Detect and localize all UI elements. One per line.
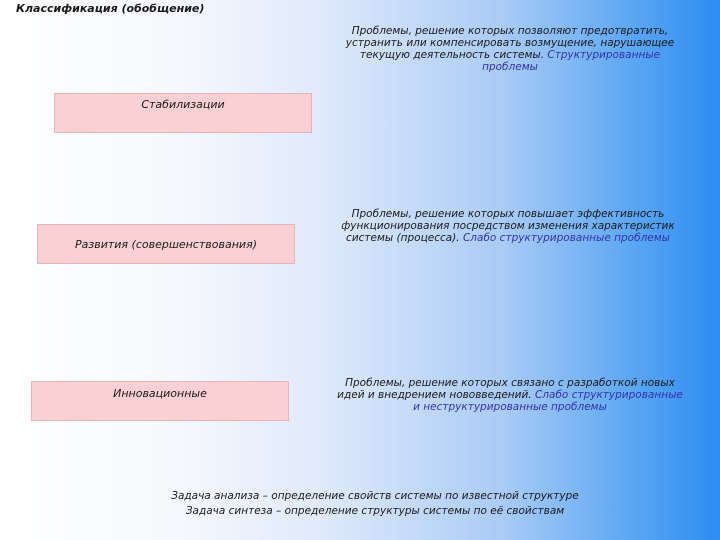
category-label: Стабилизации — [141, 98, 225, 111]
description-structure-type: Структурированные проблемы — [482, 49, 661, 73]
description-text: Проблемы, решение которых позволяют предотвратить, устранить или компенсировать возмущение, нарушающее текущую деятельность системы. — [345, 25, 675, 61]
category-label: Инновационные — [113, 387, 207, 400]
description-text: Проблемы, решение которых повышает эффективность функционирования посредством изменения характеристик системы (процесса). — [341, 208, 675, 244]
category-box-stabilization — [54, 93, 312, 133]
category-box-development — [37, 224, 295, 264]
category-box-innovation — [31, 381, 289, 421]
description-text: Проблемы, решение которых связано с разработкой новых идей и внедрением нововведений. — [337, 377, 675, 401]
description-structure-type: Слабо структурированные проблемы — [459, 232, 670, 244]
footer-notes — [100, 489, 650, 519]
slide-title: Классификация (обобщение) — [16, 2, 205, 15]
description-development — [336, 208, 680, 244]
synthesis-definition: Задача синтеза – определение структуры системы по её свойствам — [185, 505, 565, 517]
description-innovation — [336, 377, 684, 413]
description-structure-type: Слабо структурированные и неструктурированные проблемы — [413, 389, 683, 413]
description-stabilization — [336, 25, 684, 73]
category-label: Развития (совершенствования) — [75, 237, 257, 251]
analysis-definition: Задача анализа – определение свойств системы по известной структуре — [171, 490, 579, 502]
